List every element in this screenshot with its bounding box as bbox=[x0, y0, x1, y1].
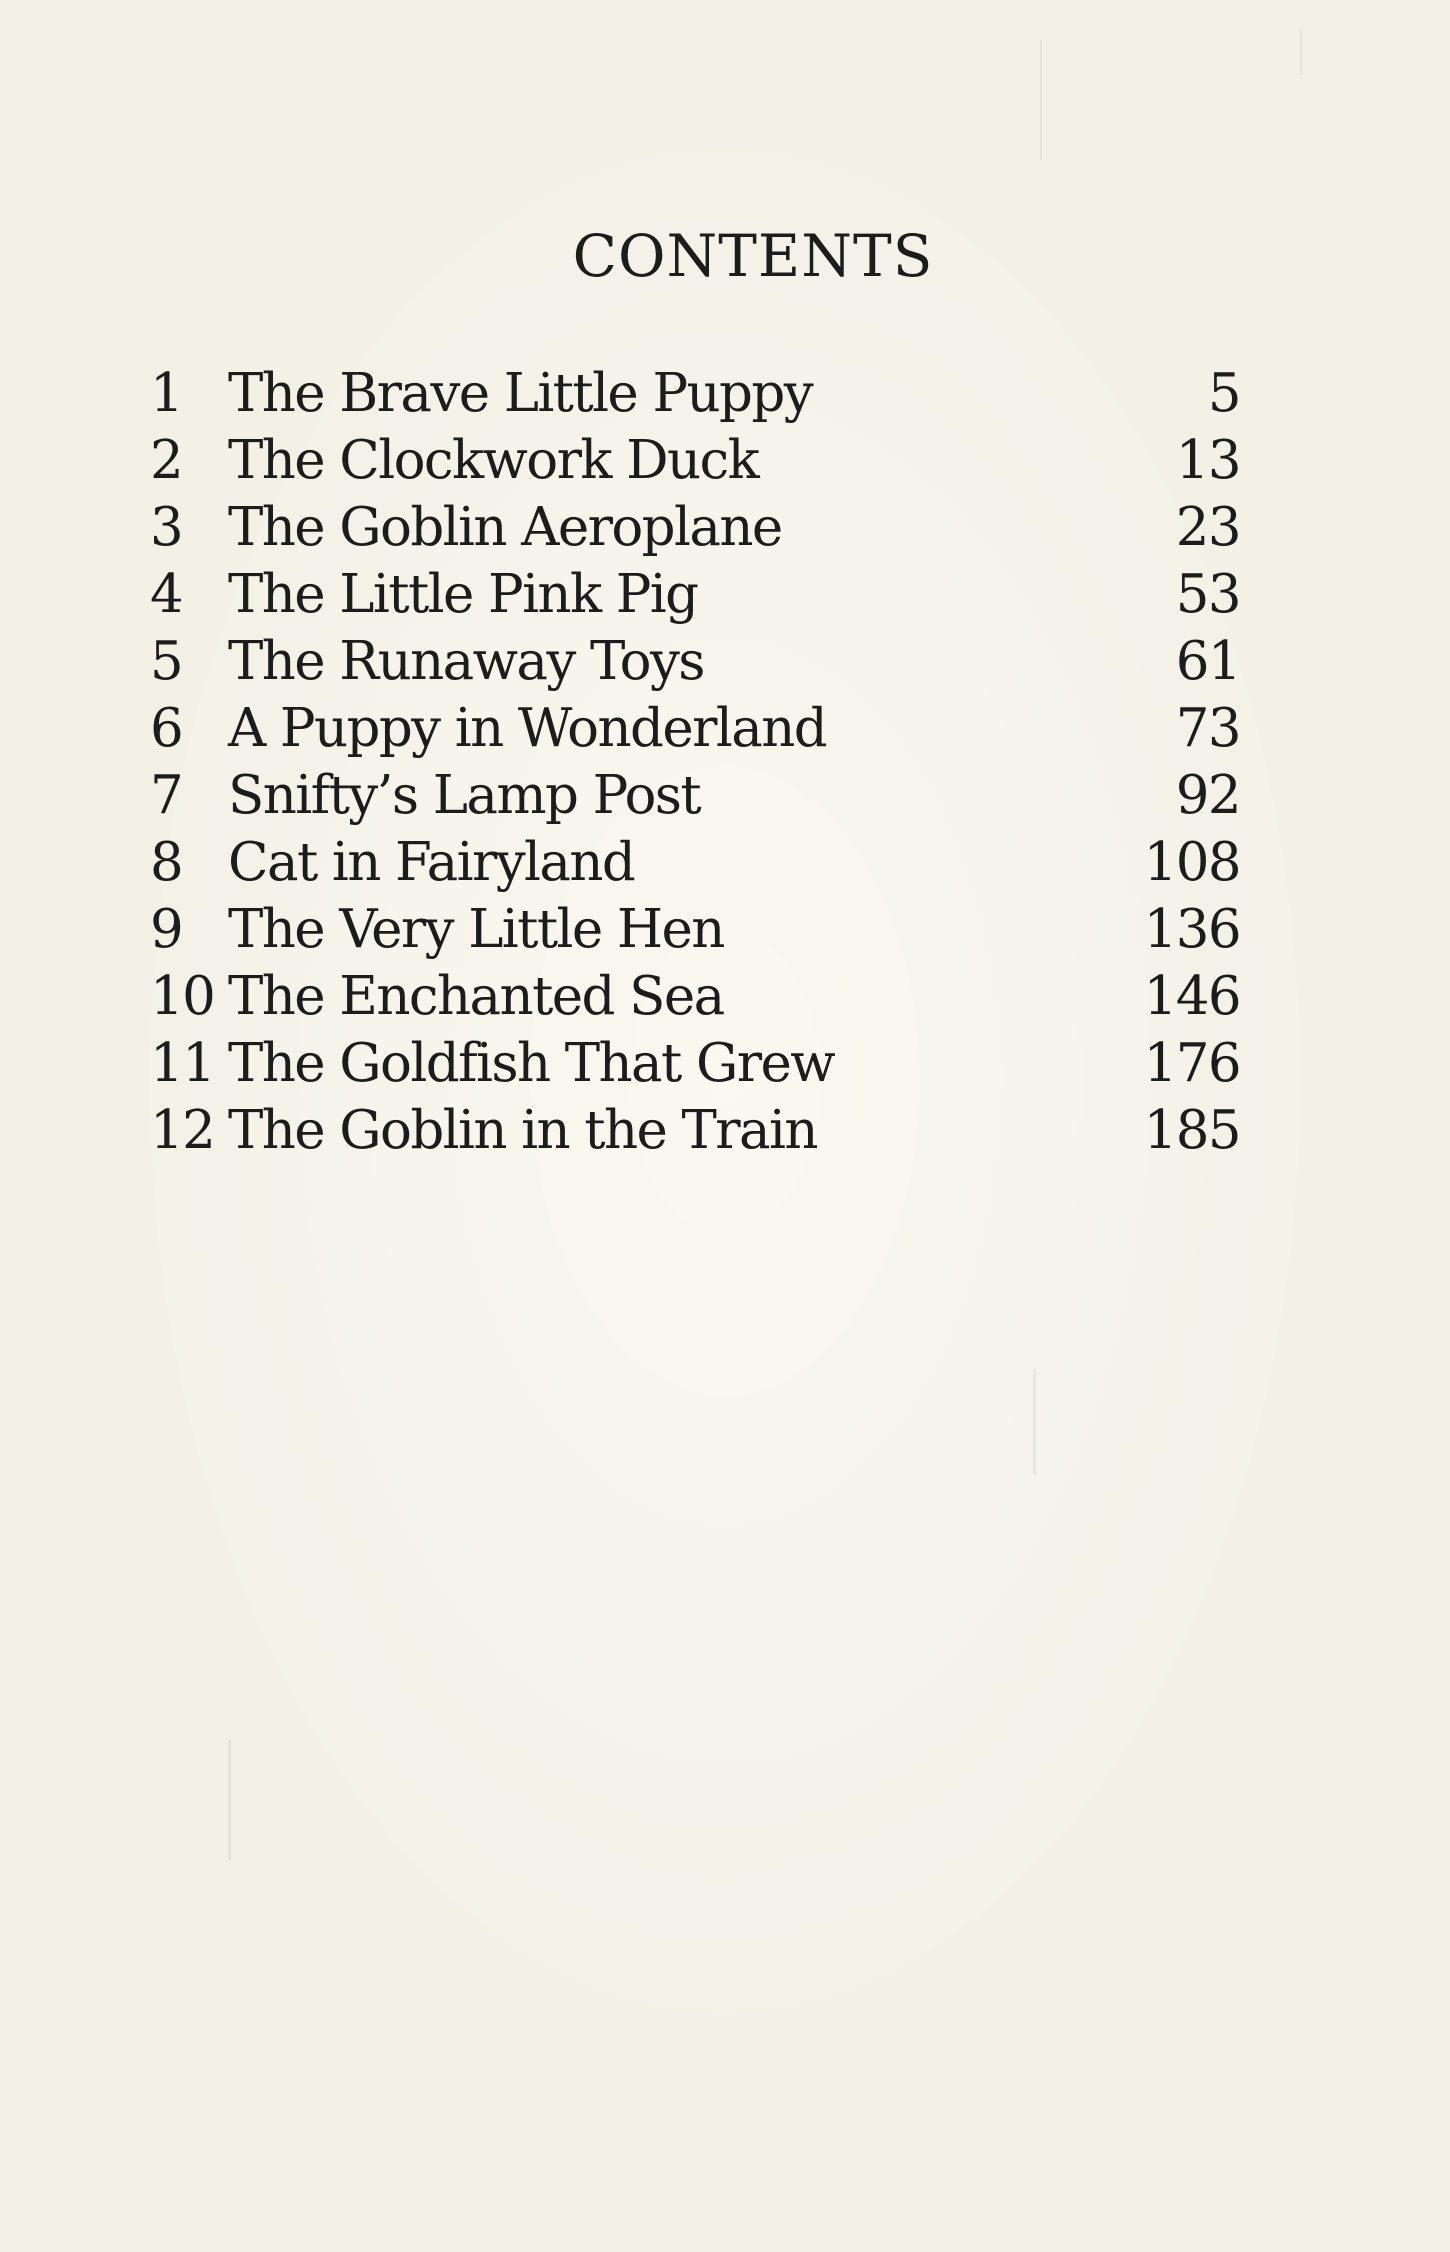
chapter-title: The Goblin Aeroplane bbox=[228, 497, 782, 558]
chapter-number: 3 bbox=[150, 497, 183, 558]
chapter-number: 2 bbox=[150, 430, 183, 491]
page-number: 136 bbox=[1143, 899, 1240, 960]
chapter-number: 5 bbox=[150, 631, 183, 692]
page-number: 5 bbox=[1207, 363, 1240, 424]
show-through-mark bbox=[1300, 30, 1302, 75]
toc-entry bbox=[150, 762, 1240, 829]
chapter-number: 4 bbox=[150, 564, 183, 625]
chapter-number: 9 bbox=[150, 899, 183, 960]
chapter-title: The Runaway Toys bbox=[228, 631, 704, 692]
page-number: 53 bbox=[1175, 564, 1240, 625]
show-through-mark bbox=[1033, 1370, 1036, 1475]
contents-heading: CONTENTS bbox=[572, 222, 934, 290]
chapter-title: The Enchanted Sea bbox=[228, 966, 724, 1027]
page-number: 61 bbox=[1175, 631, 1240, 692]
chapter-title: The Goblin in the Train bbox=[228, 1100, 817, 1161]
chapter-title: The Very Little Hen bbox=[228, 899, 724, 960]
toc-entry bbox=[150, 494, 1240, 561]
chapter-title: Cat in Fairyland bbox=[228, 832, 635, 893]
chapter-number: 6 bbox=[150, 698, 183, 759]
page-number: 108 bbox=[1143, 832, 1240, 893]
page-number: 185 bbox=[1143, 1100, 1240, 1161]
chapter-title: The Brave Little Puppy bbox=[228, 363, 813, 424]
toc-entry bbox=[150, 427, 1240, 494]
page-number: 92 bbox=[1175, 765, 1240, 826]
chapter-number: 12 bbox=[150, 1100, 215, 1161]
toc-entry bbox=[150, 963, 1240, 1030]
page-number: 176 bbox=[1143, 1033, 1240, 1094]
chapter-number: 8 bbox=[150, 832, 183, 893]
page-number: 23 bbox=[1175, 497, 1240, 558]
chapter-title: A Puppy in Wonderland bbox=[228, 698, 827, 759]
page-number: 146 bbox=[1143, 966, 1240, 1027]
toc-entry bbox=[150, 1030, 1240, 1097]
chapter-title: The Clockwork Duck bbox=[228, 430, 759, 491]
toc-entry bbox=[150, 628, 1240, 695]
chapter-number: 10 bbox=[150, 966, 215, 1027]
chapter-number: 11 bbox=[150, 1033, 215, 1094]
toc-entry bbox=[150, 896, 1240, 963]
table-of-contents bbox=[150, 360, 1240, 1164]
toc-entry bbox=[150, 829, 1240, 896]
chapter-title: The Goldfish That Grew bbox=[228, 1033, 835, 1094]
toc-entry bbox=[150, 695, 1240, 762]
chapter-title: Snifty’s Lamp Post bbox=[228, 765, 701, 826]
page-number: 73 bbox=[1175, 698, 1240, 759]
toc-entry bbox=[150, 1097, 1240, 1164]
chapter-title: The Little Pink Pig bbox=[228, 564, 698, 625]
page-number: 13 bbox=[1175, 430, 1240, 491]
chapter-number: 1 bbox=[150, 363, 183, 424]
chapter-number: 7 bbox=[150, 765, 183, 826]
toc-entry bbox=[150, 360, 1240, 427]
toc-entry bbox=[150, 561, 1240, 628]
show-through-mark bbox=[228, 1740, 231, 1860]
show-through-mark bbox=[1040, 40, 1042, 160]
